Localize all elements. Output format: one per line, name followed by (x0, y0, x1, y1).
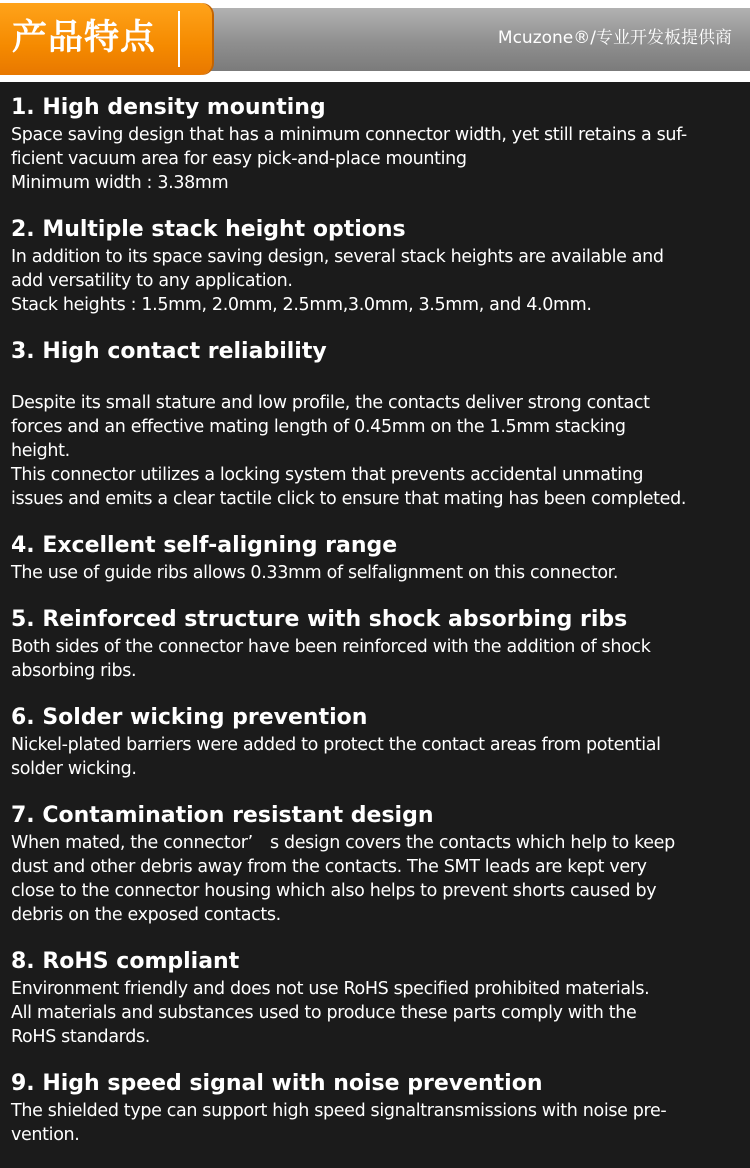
feature-text: close to the connector housing which also helps to prevent shorts caused by (11, 881, 657, 901)
feature-text: forces and an effective mating length of 0.45mm on the 1.5mm stacking (11, 417, 626, 437)
feature-item (11, 530, 741, 585)
feature-heading: 6. Solder wicking prevention (11, 705, 368, 730)
feature-text: vention. (11, 1125, 80, 1145)
badge-divider (178, 11, 180, 67)
feature-text: dust and other debris away from the contacts. The SMT leads are kept very (11, 857, 647, 877)
feature-text: Nickel-plated barriers were added to protect the contact areas from potential (11, 735, 661, 755)
feature-item (11, 336, 741, 511)
feature-text: Despite its small stature and low profile, the contacts deliver strong contact (11, 393, 650, 413)
feature-item (11, 214, 741, 317)
feature-heading: 3. High contact reliability (11, 339, 327, 364)
feature-item (11, 702, 741, 781)
feature-heading: 5. Reinforced structure with shock absorbing ribs (11, 607, 628, 632)
title-badge (0, 3, 212, 75)
feature-text: absorbing ribs. (11, 661, 137, 681)
feature-text: Both sides of the connector have been reinforced with the addition of shock (11, 637, 651, 657)
feature-text: issues and emits a clear tactile click to ensure that mating has been completed. (11, 489, 687, 509)
feature-text: In addition to its space saving design, several stack heights are available and (11, 247, 664, 267)
feature-text: When mated, the connector’ s design covers the contacts which help to keep (11, 833, 675, 853)
feature-text: ficient vacuum area for easy pick-and-place mounting (11, 149, 467, 169)
feature-text: Environment friendly and does not use RoHS specified prohibited materials. (11, 979, 650, 999)
feature-text: solder wicking. (11, 759, 137, 779)
feature-text: All materials and substances used to produce these parts comply with the (11, 1003, 637, 1023)
feature-heading: 2. Multiple stack height options (11, 217, 406, 242)
feature-item (11, 946, 741, 1049)
feature-heading: 8. RoHS compliant (11, 949, 240, 974)
page-header (0, 0, 750, 82)
feature-heading: 1. High density mounting (11, 95, 326, 120)
feature-heading: 7. Contamination resistant design (11, 803, 434, 828)
feature-text: Stack heights : 1.5mm, 2.0mm, 2.5mm,3.0mm, 3.5mm, and 4.0mm. (11, 295, 592, 315)
brand-text: Mcuzone®/专业开发板提供商 (497, 28, 732, 48)
feature-list (11, 92, 741, 1147)
feature-item (11, 604, 741, 683)
feature-text: height. (11, 441, 70, 461)
feature-heading: 9. High speed signal with noise prevention (11, 1071, 543, 1096)
feature-text: The use of guide ribs allows 0.33mm of selfalignment on this connector. (11, 563, 619, 583)
feature-text: RoHS standards. (11, 1027, 150, 1047)
feature-heading: 4. Excellent self-aligning range (11, 533, 398, 558)
blank-line (11, 367, 741, 391)
feature-item (11, 92, 741, 195)
feature-text: Minimum width : 3.38mm (11, 173, 229, 193)
feature-text: add versatility to any application. (11, 271, 293, 291)
page-title: 产品特点 (12, 18, 157, 58)
feature-item (11, 1068, 741, 1147)
feature-text: This connector utilizes a locking system that prevents accidental unmating (11, 465, 644, 485)
feature-text: debris on the exposed contacts. (11, 905, 281, 925)
feature-text: Space saving design that has a minimum connector width, yet still retains a suf- (11, 125, 687, 145)
feature-text: The shielded type can support high speed signaltransmissions with noise pre- (11, 1101, 667, 1121)
feature-item (11, 800, 741, 927)
